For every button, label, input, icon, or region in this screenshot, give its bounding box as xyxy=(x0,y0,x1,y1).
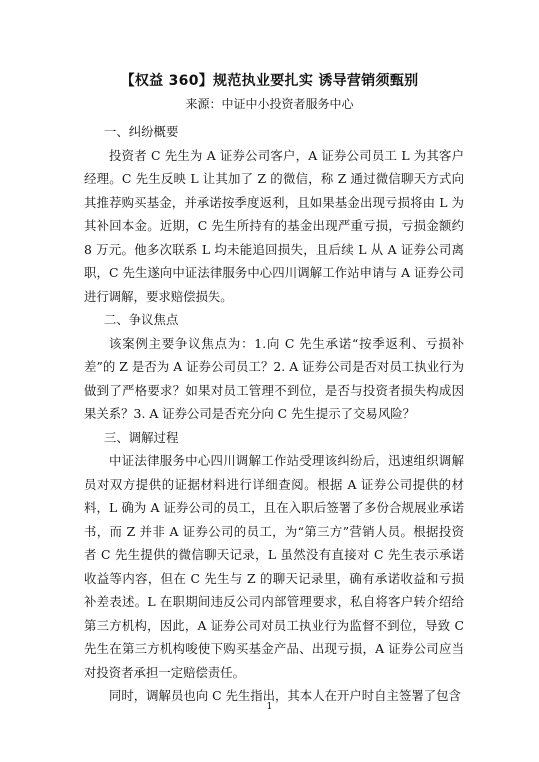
paragraph-mediation-continued: 同时，调解员也向 C 先生指出，其本人在开户时自主签署了包含 xyxy=(109,688,461,703)
document-source: 来源：中证中小投资者服务中心 xyxy=(185,97,354,111)
paragraph-dispute-summary: 投资者 C 先生为 A 证券公司客户，A 证券公司员工 L 为其客户经理。C 先生反映 L 让其加了 Z 的微信，称 Z 通过微信聊天方式向其推荐购买基金，并承诺按季度返利，且如果基金出现亏损将由 L 为其补回本金。近期，C 先生所持有的基金出现严重亏损，亏损金额约 8 万元。他多次联系 L 均未能追回损失，且后续 L 从 A 证券公司离职，C 先生遂向中证法律服务中心四川调解工作站申请与 A 证券公司进行调解，要求赔偿损失。 xyxy=(84,147,464,304)
section-heading-dispute-summary: 一、纠纷概要 xyxy=(104,124,179,139)
paragraph-dispute-focus: 该案例主要争议焦点为：1.向 C 先生承诺“按季返利、亏损补差”的 Z 是否为 A 证券公司员工？2. A 证券公司是否对员工执业行为做到了严格要求？如果对员工管理不到位，是否与投资者损失构成因果关系？3. A 证券公司是否充分向 C 先生提示了交易风险？ xyxy=(84,335,464,421)
document-title: 【权益 360】规范执业要扎实 诱导营销须甄别 xyxy=(120,73,419,89)
section-heading-mediation-process: 三、调解过程 xyxy=(104,429,179,445)
paragraph-mediation-process: 中证法律服务中心四川调解工作站受理该纠纷后，迅速组织调解员对双方提供的证据材料进行详细查阅。根据 A 证券公司提供的材料，L 确为 A 证券公司的员工，且在入职后签署了多份合规展业承诺书，而 Z 并非 A 证券公司的员工，为“第三方”营销人员。根据投资者 C 先生提供的微信聊天记录，L 虽然没有直接对 C 先生表示承诺收益等内容，但在 C 先生与 Z 的聊天记录里，确有承诺收益和亏损补差表述。L 在职期间违反公司内部管理要求，私自将客户转介绍给第三方机构，因此，A 证券公司对员工执业行为监督不到位，导致 C 先生在第三方机构唆使下购买基金产品、出现亏损，A 证券公司应当对投资者承担一定赔偿责任。 xyxy=(84,453,464,680)
document-body xyxy=(84,120,464,708)
page-number: 1 xyxy=(266,702,273,712)
section-heading-dispute-focus: 二、争议焦点 xyxy=(104,312,179,327)
